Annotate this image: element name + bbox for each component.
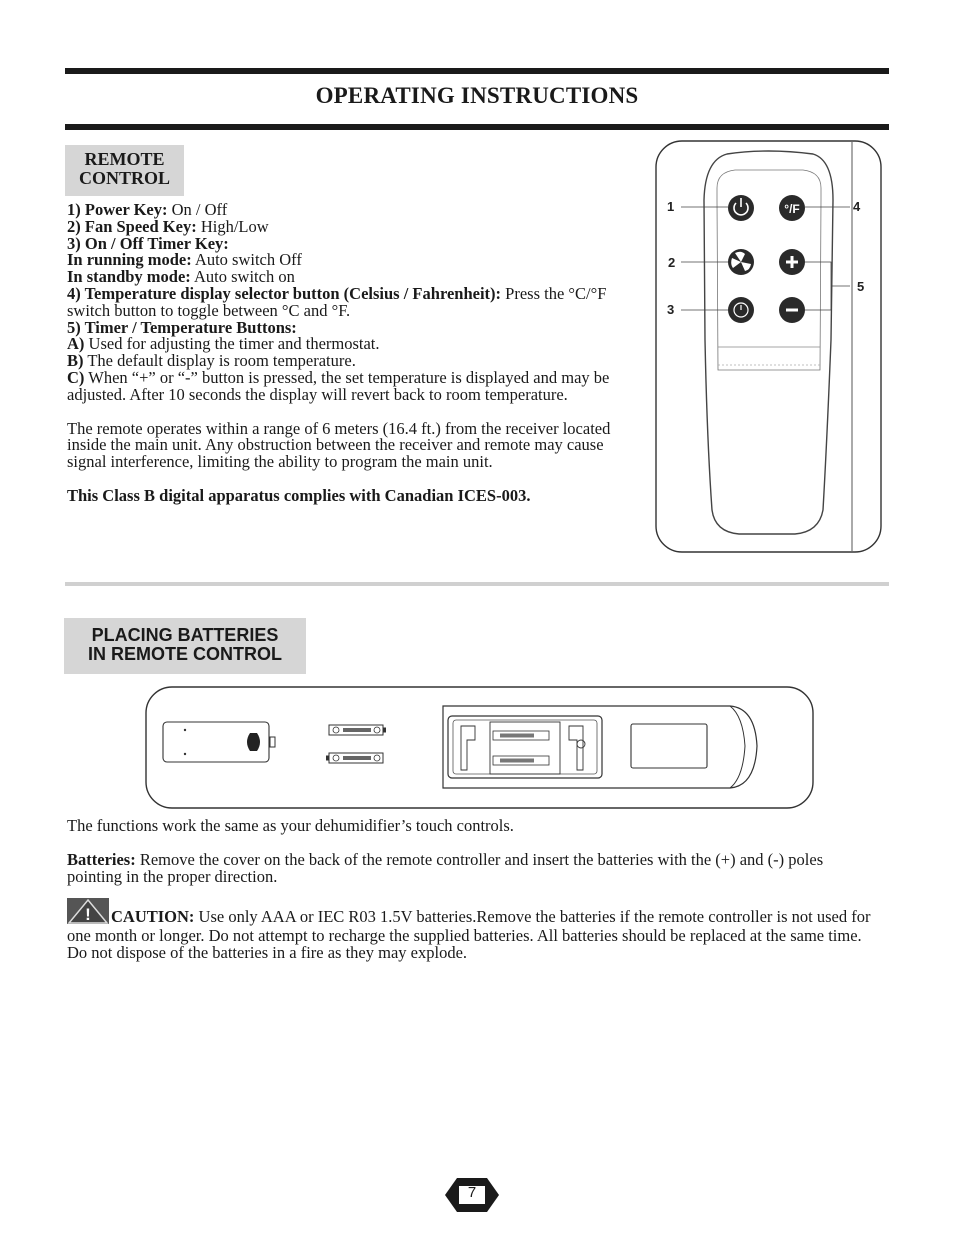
instruction-key: In standby mode: xyxy=(67,267,191,287)
battery-instructions xyxy=(67,818,882,962)
batteries-paragraph xyxy=(67,849,882,886)
instruction-key: In running mode: xyxy=(67,250,192,270)
instruction-key: B) xyxy=(67,351,84,371)
instruction-text: The default display is room temperature. xyxy=(83,351,356,371)
instruction-key: 4) Temperature display selector button (Celsius / Fahrenheit): xyxy=(67,283,502,303)
temperature-selector-icon xyxy=(779,195,805,221)
caution-paragraph xyxy=(67,898,882,961)
instruction-item xyxy=(67,283,632,320)
instruction-text: Auto switch on xyxy=(190,267,295,287)
section-divider xyxy=(65,582,889,586)
instruction-key: 3) On / Off Timer Key: xyxy=(67,233,229,253)
power-key-icon xyxy=(728,195,754,221)
compliance-text: This Class B digital apparatus complies with Canadian ICES-003. xyxy=(67,485,531,505)
svg-text:°/F: °/F xyxy=(784,202,800,216)
range-paragraph: The remote operates within a range of 6 meters (16.4 ft.) from the receiver located inside the main unit. Any obstruction between the receiver and remote may cause signal interference, limiting the ability to program the main unit. xyxy=(67,418,611,472)
instruction-text: On / Off xyxy=(167,200,228,219)
title-underline xyxy=(65,124,889,130)
aaa-battery-icon xyxy=(326,753,383,763)
batteries-text: Remove the cover on the back of the remote controller and insert the batteries with the (+) and (-) poles pointing in the proper direction. xyxy=(67,849,824,886)
instruction-key: C) xyxy=(67,367,85,387)
remote-control-label xyxy=(65,145,184,196)
batteries-heading: Batteries: xyxy=(67,849,136,869)
warning-symbol: ! xyxy=(85,905,91,925)
label-line: PLACING BATTERIES xyxy=(91,625,279,645)
instruction-key: 1) Power Key: xyxy=(67,200,168,219)
instruction-key: 5) Timer / Temperature Buttons: xyxy=(67,317,297,337)
callout-1: 1 xyxy=(667,199,675,214)
timer-key-icon xyxy=(728,297,754,323)
aaa-battery-icon xyxy=(329,725,386,735)
instruction-item xyxy=(67,367,632,404)
instruction-key: 2) Fan Speed Key: xyxy=(67,216,197,236)
plus-button-icon xyxy=(779,249,805,275)
top-rule xyxy=(65,68,889,74)
warning-icon xyxy=(67,898,109,928)
caution-heading: CAUTION: xyxy=(111,907,195,927)
battery-cover-icon xyxy=(163,722,275,762)
instruction-key: A) xyxy=(67,334,85,354)
battery-installation-illustration xyxy=(145,686,815,810)
instruction-text: Auto switch Off xyxy=(191,250,302,270)
instruction-text: Press the °C/°F switch button to toggle between °C and °F. xyxy=(67,283,607,320)
instruction-text: High/Low xyxy=(196,216,269,236)
instruction-text: When “+” or “-” button is pressed, the set temperature is displayed and may be adjusted. After 10 seconds the display will revert back to room temperature. xyxy=(67,367,610,404)
remote-back-icon xyxy=(443,706,757,788)
label-line: CONTROL xyxy=(78,168,170,188)
remote-instructions xyxy=(67,202,632,505)
callout-3: 3 xyxy=(667,302,675,317)
instruction-text: Used for adjusting the timer and thermostat. xyxy=(84,334,380,354)
label-line: IN REMOTE CONTROL xyxy=(88,644,282,664)
functions-note: The functions work the same as your dehumidifier’s touch controls. xyxy=(67,816,514,835)
page-title: OPERATING INSTRUCTIONS xyxy=(315,83,639,108)
page-number: 7 xyxy=(467,1184,477,1201)
placing-batteries-label xyxy=(64,618,306,674)
callout-5: 5 xyxy=(857,279,865,294)
callout-4: 4 xyxy=(853,199,861,214)
compliance-statement xyxy=(67,485,632,505)
page-number-badge xyxy=(443,1174,501,1216)
callout-2: 2 xyxy=(668,255,676,270)
caution-text: Use only AAA or IEC R03 1.5V batteries.Remove the batteries if the remote controller is not used for one month or longer. Do not attempt to recharge the supplied batteries. All batteries should be replaced at the same time. Do not dispose of the batteries in a fire as they may explode. xyxy=(67,907,871,962)
remote-control-illustration xyxy=(655,140,883,555)
label-line: REMOTE xyxy=(84,149,165,169)
fan-speed-key-icon xyxy=(728,249,754,275)
minus-button-icon xyxy=(779,297,805,323)
